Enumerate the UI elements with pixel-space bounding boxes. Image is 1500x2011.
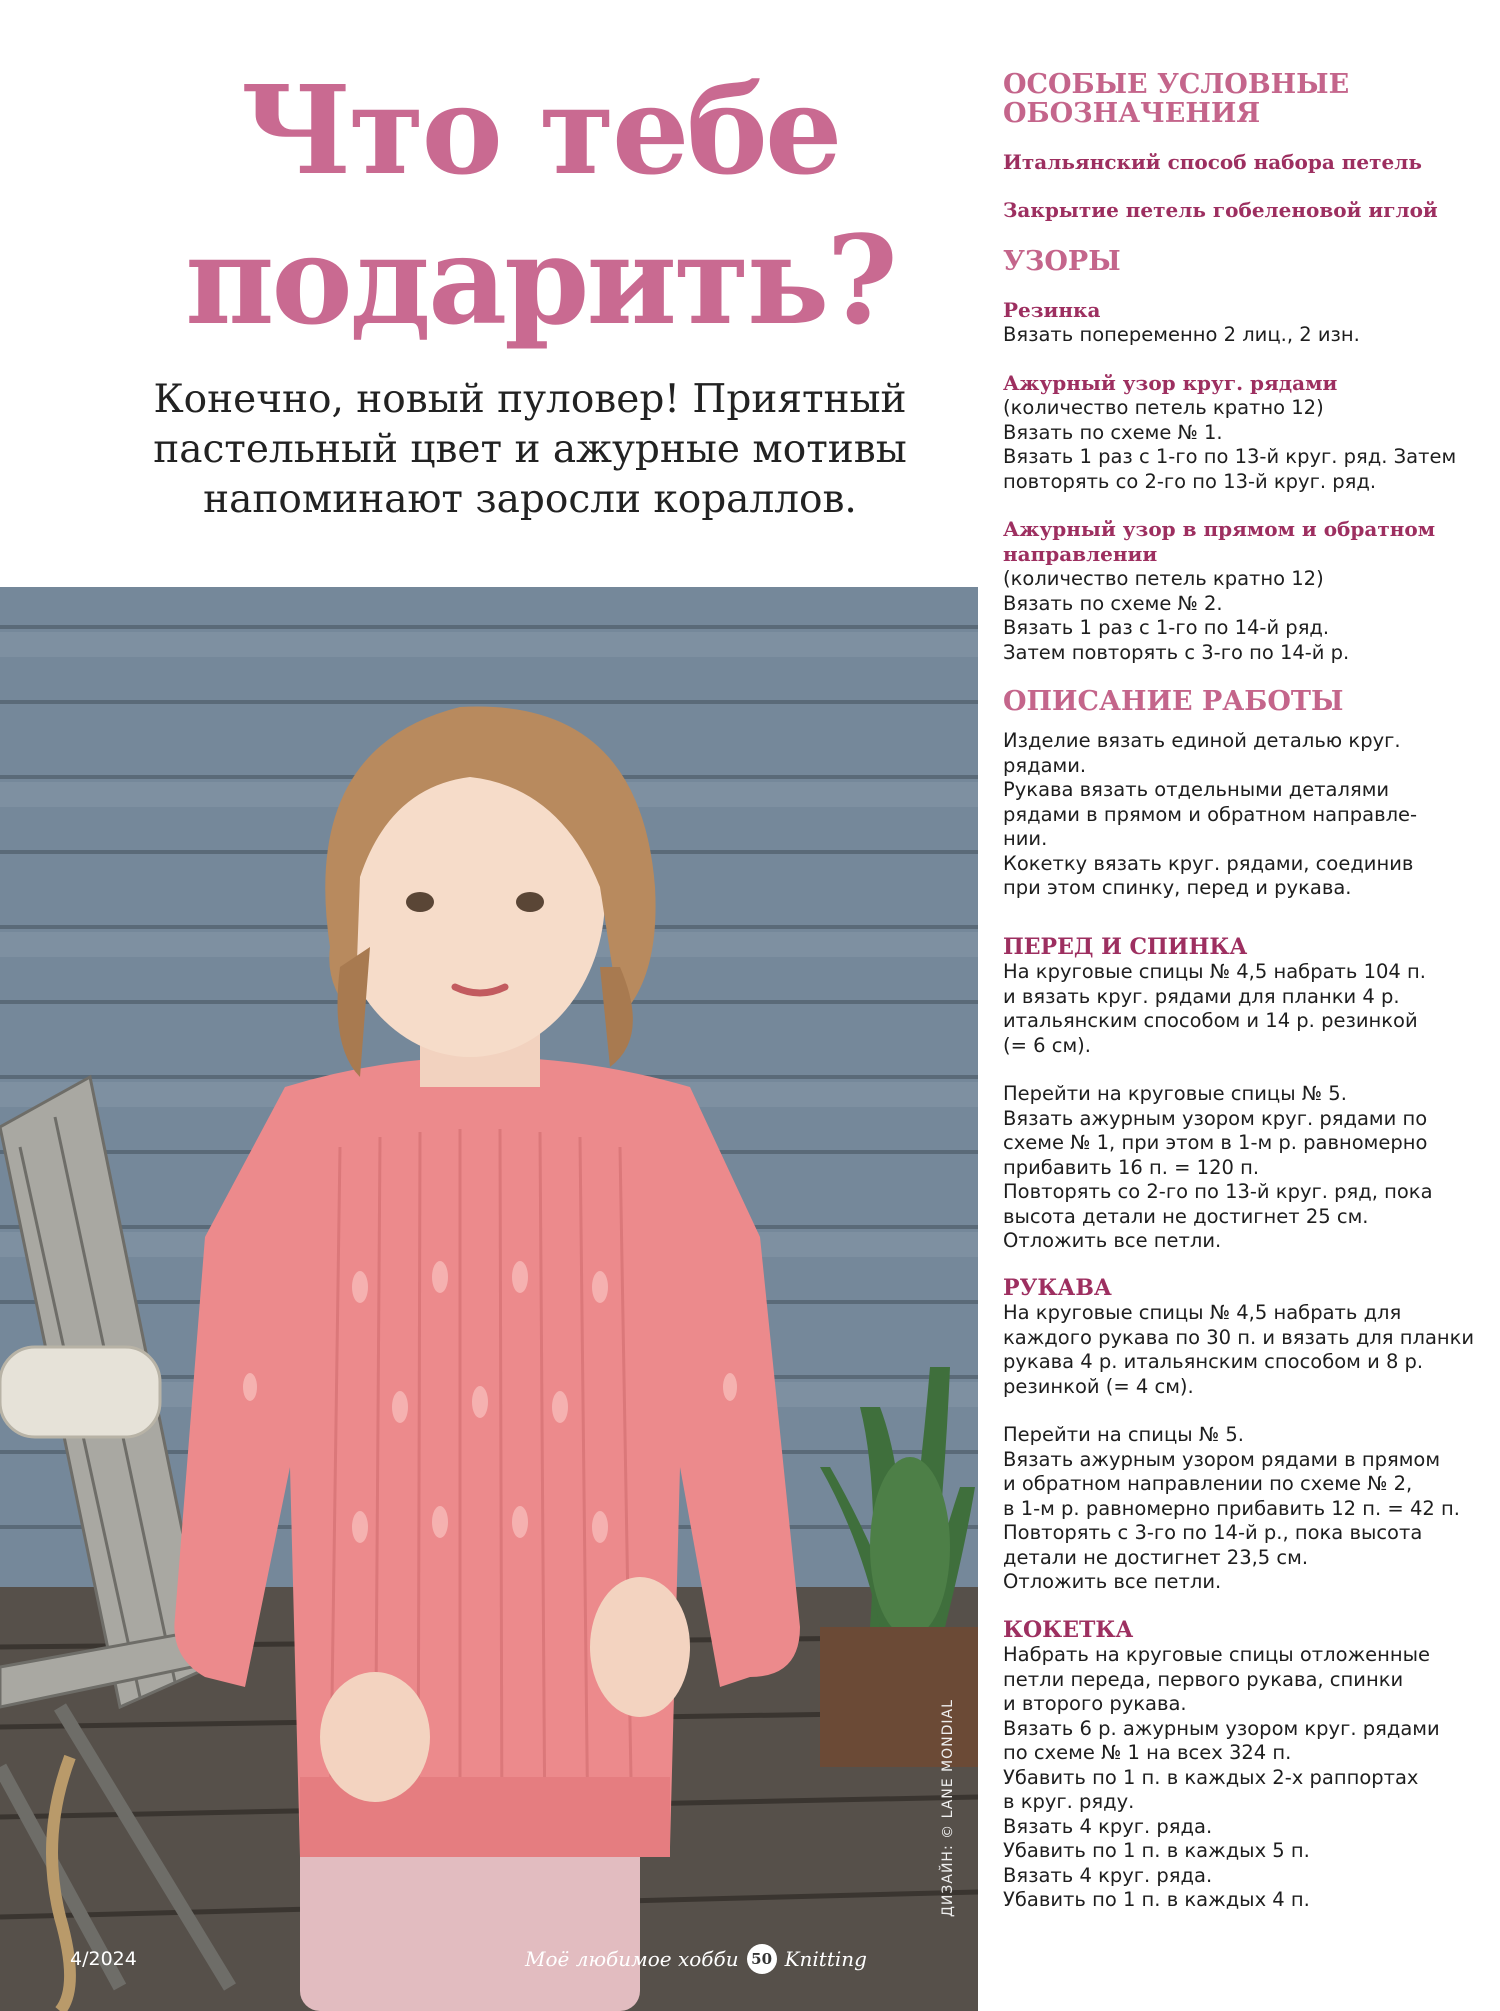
front-back-text-1: На круговые спицы № 4,5 набрать 104 п. и вязать круг. рядами для планки 4 р. итальянским способом и 14 р. резинкой (= 6 см). (1003, 960, 1426, 1057)
photo-credit: ДИЗАЙН: © LANE MONDIAL (940, 1699, 956, 1917)
sleeves-text-1: На круговые спицы № 4,5 набрать для каждого рукава по 30 п. и вязать для планки рукава 4 р. итальянским способом и 8 р. резинкой (= 4 см). (1003, 1301, 1475, 1398)
sleeves-text-2: Перейти на спицы № 5. Вязать ажурным узором рядами в прямом и обратном направлении по схеме № 2, в 1-м р. равномерно прибавить 12 п. = 42 п. Повторять с 3-го по 14-й р., пока высота детали не достигнет 23,5 см. Отложить все петли. (1003, 1423, 1460, 1593)
lace-flat-title: Ажурный узор в прямом и обратном направлении (1003, 517, 1436, 566)
section-name: Knitting (784, 1947, 867, 1971)
lace-round-title: Ажурный узор круг. рядами (1003, 371, 1338, 395)
magazine-name: Моё любимое хобби (525, 1947, 739, 1971)
lead-line: пастельный цвет и ажурные мотивы (153, 427, 907, 472)
lace-round-pattern (1003, 371, 1488, 494)
special-item: Итальянский способ набора петель (1003, 150, 1422, 174)
description-text: Изделие вязать единой деталью круг. рядами. Рукава вязать отдельными деталями рядами в прямом и обратном направле- нии. Кокетку вязать круг. рядами, соединив при этом спинку, перед и рукава. (1003, 729, 1418, 899)
description-heading: ОПИСАНИЕ РАБОТЫ (1003, 686, 1344, 717)
lace-flat-pattern (1003, 517, 1488, 665)
lace-round-text: (количество петель кратно 12) Вязать по схеме № 1. Вязать 1 раз с 1-го по 13-й круг. ряд. Затем повторять со 2-го по 13-й круг. ряд. (1003, 396, 1457, 493)
magazine-footer (525, 1944, 867, 1974)
child-in-pink-sweater-illustration (0, 587, 978, 2011)
special-symbols-heading: ОСОБЫЕ УСЛОВНЫЕ ОБОЗНАЧЕНИЯ (1003, 69, 1350, 129)
sleeves-section (1003, 1275, 1488, 1595)
patterns-section (1003, 247, 1488, 276)
lead-line: Конечно, новый пуловер! Приятный (153, 377, 907, 422)
article-photo (0, 587, 978, 2011)
description-section (1003, 687, 1488, 901)
special-symbols-section (1003, 70, 1488, 223)
sleeves-heading: РУКАВА (1003, 1275, 1112, 1301)
special-item: Закрытие петель гобеленовой иглой (1003, 198, 1438, 222)
article-title (100, 55, 980, 355)
rib-pattern-title: Резинка (1003, 298, 1101, 322)
rib-pattern (1003, 298, 1488, 348)
front-back-section (1003, 934, 1488, 1254)
yoke-heading: КОКЕТКА (1003, 1617, 1134, 1643)
title-line: подарить? (185, 208, 895, 352)
front-back-heading: ПЕРЕД И СПИНКА (1003, 934, 1248, 960)
yoke-text: Набрать на круговые спицы отложенные петли переда, первого рукава, спинки и второго рукава. Вязать 6 р. ажурным узором круг. рядами по схеме № 1 на всех 324 п. Убавить по 1 п. в каждых 2-х раппортах в круг. ряду. Вязать 4 круг. ряда. Убавить по 1 п. в каждых 5 п. Вязать 4 круг. ряда. Убавить по 1 п. в каждых 4 п. (1003, 1643, 1440, 1911)
page-number: 50 (747, 1944, 777, 1974)
yoke-section (1003, 1617, 1488, 1913)
title-line: Что тебе (240, 58, 840, 202)
front-back-text-2: Перейти на круговые спицы № 5. Вязать ажурным узором круг. рядами по схеме № 1, при этом в 1-м р. равномерно прибавить 16 п. = 120 п. Повторять со 2-го по 13-й круг. ряд, пока высота детали не достигнет 25 см. Отложить все петли. (1003, 1082, 1433, 1252)
patterns-heading: УЗОРЫ (1003, 246, 1121, 277)
issue-number: 4/2024 (70, 1948, 137, 1970)
rib-pattern-text: Вязать попеременно 2 лиц., 2 изн. (1003, 323, 1360, 346)
lead-line: напоминают заросли кораллов. (203, 477, 857, 522)
lace-flat-text: (количество петель кратно 12) Вязать по схеме № 2. Вязать 1 раз с 1-го по 14-й ряд. Затем повторять с 3-го по 14-й р. (1003, 567, 1350, 664)
article-lead (90, 375, 970, 525)
